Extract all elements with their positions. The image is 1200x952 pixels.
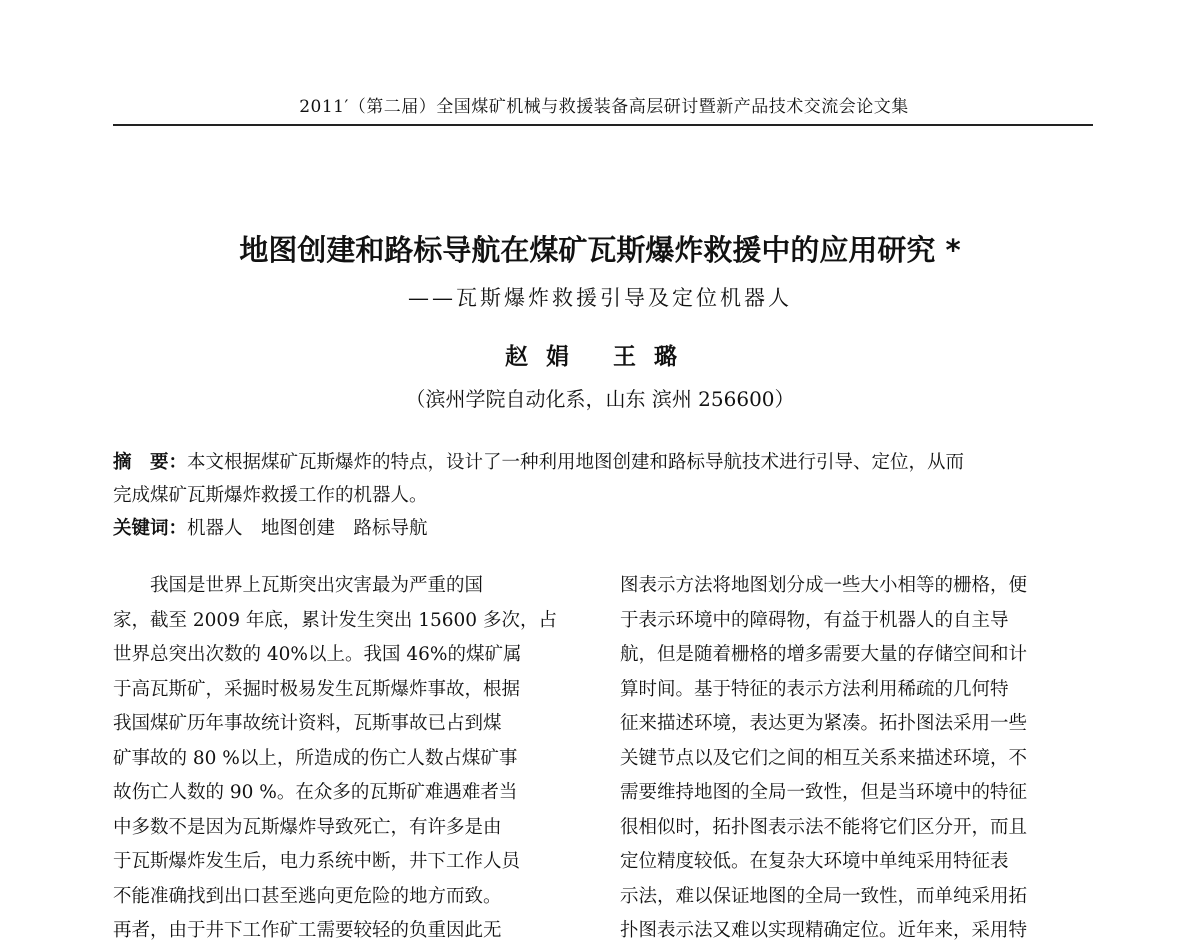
abstract-line-2: 完成煤矿瓦斯爆炸救援工作的机器人。 (113, 485, 428, 506)
body-line: 家，截至 2009 年底，累计发生突出 15600 多次，占 (113, 609, 557, 631)
body-line: 矿事故的 80 %以上，所造成的伤亡人数占煤矿事 (113, 747, 518, 769)
body-line: 需要维持地图的全局一致性，但是当环境中的特征 (620, 782, 1028, 803)
keywords (113, 512, 1093, 545)
body-line: 于表示环境中的障碍物，有益于机器人的自主导 (620, 609, 1009, 631)
body-line: 于瓦斯爆炸发生后，电力系统中断，井下工作人员 (113, 851, 521, 872)
body-line: 我国煤矿历年事故统计资料，瓦斯事故已占到煤 (113, 713, 502, 734)
body-column-right (620, 569, 1090, 949)
abstract-label: 摘 要： (113, 452, 188, 473)
body-line: 我国是世界上瓦斯突出灾害最为严重的国 (150, 575, 484, 596)
body-line: 很相似时，拓扑图表示法不能将它们区分开，而且 (620, 816, 1028, 838)
paper-authors: 赵娟 王璐 (504, 343, 695, 370)
body-line: 关键节点以及它们之间的相互关系来描述环境，不 (620, 747, 1028, 769)
body-line: 图表示方法将地图划分成一些大小相等的栅格，便 (620, 575, 1028, 596)
keywords-label: 关键词： (113, 518, 188, 539)
body-line: 中多数不是因为瓦斯爆炸导致死亡，有许多是由 (113, 816, 502, 838)
abstract-line-1 (113, 446, 1093, 479)
body-line: 示法，难以保证地图的全局一致性，而单纯采用拓 (620, 885, 1028, 907)
body-line: 征来描述环境，表达更为紧凑。拓扑图法采用一些 (620, 713, 1028, 734)
abstract-text-1: 本文根据煤矿瓦斯爆炸的特点，设计了一种利用地图创建和路标导航技术进行引导、定位，从而 (187, 452, 965, 473)
paper-subtitle: ——瓦斯爆炸救援引导及定位机器人 (408, 286, 792, 310)
paper-title: 地图创建和路标导航在煤矿瓦斯爆炸救援中的应用研究 * (239, 233, 961, 267)
body-line: 不能准确找到出口甚至逃向更危险的地方而致。 (113, 885, 502, 907)
body-line: 扑图表示法又难以实现精确定位。近年来，采用特 (620, 920, 1028, 941)
body-line: 于高瓦斯矿，采掘时极易发生瓦斯爆炸事故，根据 (113, 678, 521, 700)
paper-affiliation: （滨州学院自动化系，山东 滨州 256600） (405, 387, 795, 411)
body-line: 故伤亡人数的 90 %。在众多的瓦斯矿难遇难者当 (113, 782, 518, 803)
body-line: 定位精度较低。在复杂大环境中单纯采用特征表 (620, 851, 1009, 872)
body-line: 世界总突出次数的 40%以上。我国 46%的煤矿属 (113, 644, 522, 665)
body-column-left (113, 569, 583, 949)
abstract (113, 446, 1093, 512)
keywords-text: 机器人 地图创建 路标导航 (187, 518, 428, 539)
body-line: 航，但是随着栅格的增多需要大量的存储空间和计 (620, 644, 1028, 665)
running-header: 2011′（第二届）全国煤矿机械与救援装备高层研讨暨新产品技术交流会论文集 (299, 97, 909, 117)
body-line: 算时间。基于特征的表示方法利用稀疏的几何特 (620, 678, 1009, 700)
body-line: 再者，由于井下工作矿工需要较轻的负重因此无 (113, 920, 502, 941)
header-rule (113, 124, 1093, 126)
